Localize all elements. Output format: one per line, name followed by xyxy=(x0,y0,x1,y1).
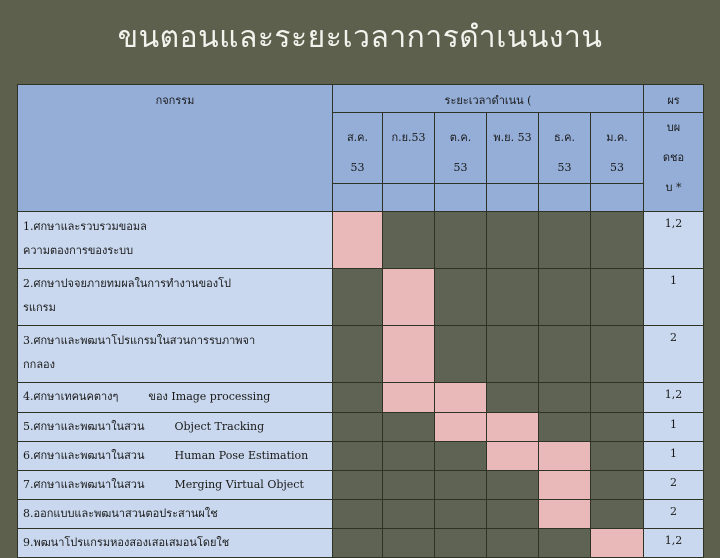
result-cell: 1,2 xyxy=(644,212,704,269)
month-header: ธ.ค. 53 xyxy=(539,113,591,184)
result-cell: 1 xyxy=(644,442,704,471)
month-header: ต.ค. 53 xyxy=(435,113,487,184)
activity-row xyxy=(18,500,704,529)
activity-detail: Human Pose Estimation xyxy=(174,449,309,462)
activity-row xyxy=(18,212,704,269)
schedule-cell-inactive xyxy=(383,529,435,558)
result-cell: 1,2 xyxy=(644,529,704,558)
month-spacer xyxy=(591,184,644,212)
schedule-cell-inactive xyxy=(591,269,644,326)
schedule-cell-inactive xyxy=(487,471,539,500)
schedule-cell-inactive xyxy=(333,269,383,326)
schedule-cell-inactive xyxy=(487,529,539,558)
schedule-cell-inactive xyxy=(591,383,644,413)
result-cell: 2 xyxy=(644,471,704,500)
schedule-cell-inactive xyxy=(435,500,487,529)
activity-text: 7.ศกษาและพฒนาในสวน xyxy=(23,478,145,491)
activity-text: 4.ศกษาเทคนคตางๆ xyxy=(23,390,119,403)
schedule-bar-active xyxy=(487,442,539,471)
activity-cell xyxy=(18,383,333,413)
schedule-cell-inactive xyxy=(383,442,435,471)
schedule-bar-active xyxy=(539,442,591,471)
schedule-cell-inactive xyxy=(435,212,487,269)
schedule-cell-inactive xyxy=(539,269,591,326)
schedule-cell-inactive xyxy=(435,442,487,471)
schedule-cell-inactive xyxy=(539,413,591,442)
schedule-cell-inactive xyxy=(487,326,539,383)
schedule-cell-inactive xyxy=(591,500,644,529)
result-cell: 2 xyxy=(644,326,704,383)
activity-cell xyxy=(18,500,333,529)
schedule-bar-active xyxy=(539,471,591,500)
schedule-cell-inactive xyxy=(487,500,539,529)
month-header: ม.ค. 53 xyxy=(591,113,644,184)
schedule-cell-inactive xyxy=(435,326,487,383)
activity-cell xyxy=(18,413,333,442)
header-row xyxy=(18,85,704,113)
month-spacer xyxy=(487,184,539,212)
activity-cell xyxy=(18,442,333,471)
schedule-cell-inactive xyxy=(487,212,539,269)
activity-row xyxy=(18,471,704,500)
schedule-bar-active xyxy=(435,413,487,442)
schedule-bar-active xyxy=(487,413,539,442)
activity-text: 8.ออกแบบและพฒนาสวนตอประสานผใช xyxy=(23,507,218,520)
activity-cell xyxy=(18,212,333,269)
activity-detail: ของ Image processing xyxy=(148,390,271,403)
schedule-cell-inactive xyxy=(591,442,644,471)
activity-text: 3.ศกษาและพฒนาโปรแกรมในสวนการรบภาพจา xyxy=(23,334,256,347)
schedule-cell-inactive xyxy=(487,383,539,413)
schedule-cell-inactive xyxy=(435,529,487,558)
activity-row xyxy=(18,413,704,442)
schedule-bar-active xyxy=(591,529,644,558)
activity-text: 5.ศกษาและพฒนาในสวน xyxy=(23,420,145,433)
schedule-cell-inactive xyxy=(487,269,539,326)
schedule-bar-active xyxy=(333,212,383,269)
schedule-cell-inactive xyxy=(435,471,487,500)
activity-cell xyxy=(18,269,333,326)
schedule-cell-inactive xyxy=(333,471,383,500)
activity-text: 6.ศกษาและพฒนาในสวน xyxy=(23,449,145,462)
activity-text: 1.ศกษาและรวบรวมขอมล xyxy=(23,220,147,233)
result-header: ผร xyxy=(644,85,704,113)
activity-text: 9.พฒนาโปรแกรมหองสองเสอเสมอนโดยใช xyxy=(23,536,230,549)
activity-text-continued: กกลอง xyxy=(23,358,56,371)
schedule-cell-inactive xyxy=(591,326,644,383)
schedule-bar-active xyxy=(435,383,487,413)
schedule-cell-inactive xyxy=(333,383,383,413)
activity-row xyxy=(18,383,704,413)
result-cell: 2 xyxy=(644,500,704,529)
schedule-cell-inactive xyxy=(591,413,644,442)
schedule-cell-inactive xyxy=(333,500,383,529)
activity-row xyxy=(18,442,704,471)
month-header: ก.ย.53 xyxy=(383,113,435,184)
result-cell: 1 xyxy=(644,413,704,442)
schedule-cell-inactive xyxy=(383,500,435,529)
month-spacer xyxy=(383,184,435,212)
schedule-cell-inactive xyxy=(333,326,383,383)
schedule-bar-active xyxy=(383,326,435,383)
activity-row xyxy=(18,529,704,558)
schedule-table xyxy=(17,84,704,558)
schedule-cell-inactive xyxy=(383,413,435,442)
schedule-cell-inactive xyxy=(591,471,644,500)
schedule-cell-inactive xyxy=(383,212,435,269)
activity-row xyxy=(18,269,704,326)
schedule-bar-active xyxy=(383,383,435,413)
schedule-cell-inactive xyxy=(539,529,591,558)
schedule-cell-inactive xyxy=(539,326,591,383)
month-spacer xyxy=(333,184,383,212)
activity-detail: Merging Virtual Object xyxy=(174,478,304,491)
schedule-cell-inactive xyxy=(333,413,383,442)
activity-header: กจกรรม xyxy=(18,85,333,212)
period-header: ระยะเวลาดำเนน ( xyxy=(333,85,644,113)
month-header: พ.ย. 53 xyxy=(487,113,539,184)
month-spacer xyxy=(539,184,591,212)
slide-title: ขนตอนและระยะเวลาการดำเนนงาน xyxy=(117,20,603,55)
schedule-bar-active xyxy=(539,500,591,529)
result-subheader: บผ ดชอ บ * xyxy=(644,113,704,212)
activity-cell xyxy=(18,471,333,500)
activity-cell xyxy=(18,326,333,383)
activity-detail: Object Tracking xyxy=(174,420,265,433)
schedule-cell-inactive xyxy=(333,529,383,558)
result-cell: 1 xyxy=(644,269,704,326)
schedule-cell-inactive xyxy=(435,269,487,326)
schedule-cell-inactive xyxy=(333,442,383,471)
result-cell: 1,2 xyxy=(644,383,704,413)
schedule-cell-inactive xyxy=(383,471,435,500)
schedule-cell-inactive xyxy=(539,212,591,269)
month-spacer xyxy=(435,184,487,212)
schedule-cell-inactive xyxy=(539,383,591,413)
schedule-cell-inactive xyxy=(591,212,644,269)
schedule-bar-active xyxy=(383,269,435,326)
activity-cell xyxy=(18,529,333,558)
activity-text-continued: ความตองการของระบบ xyxy=(23,244,134,257)
activity-row xyxy=(18,326,704,383)
activity-text: 2.ศกษาปจจยภายทมผลในการทำงานของโป xyxy=(23,277,231,290)
activity-text-continued: รแกรม xyxy=(23,301,56,314)
month-header: ส.ค. 53 xyxy=(333,113,383,184)
